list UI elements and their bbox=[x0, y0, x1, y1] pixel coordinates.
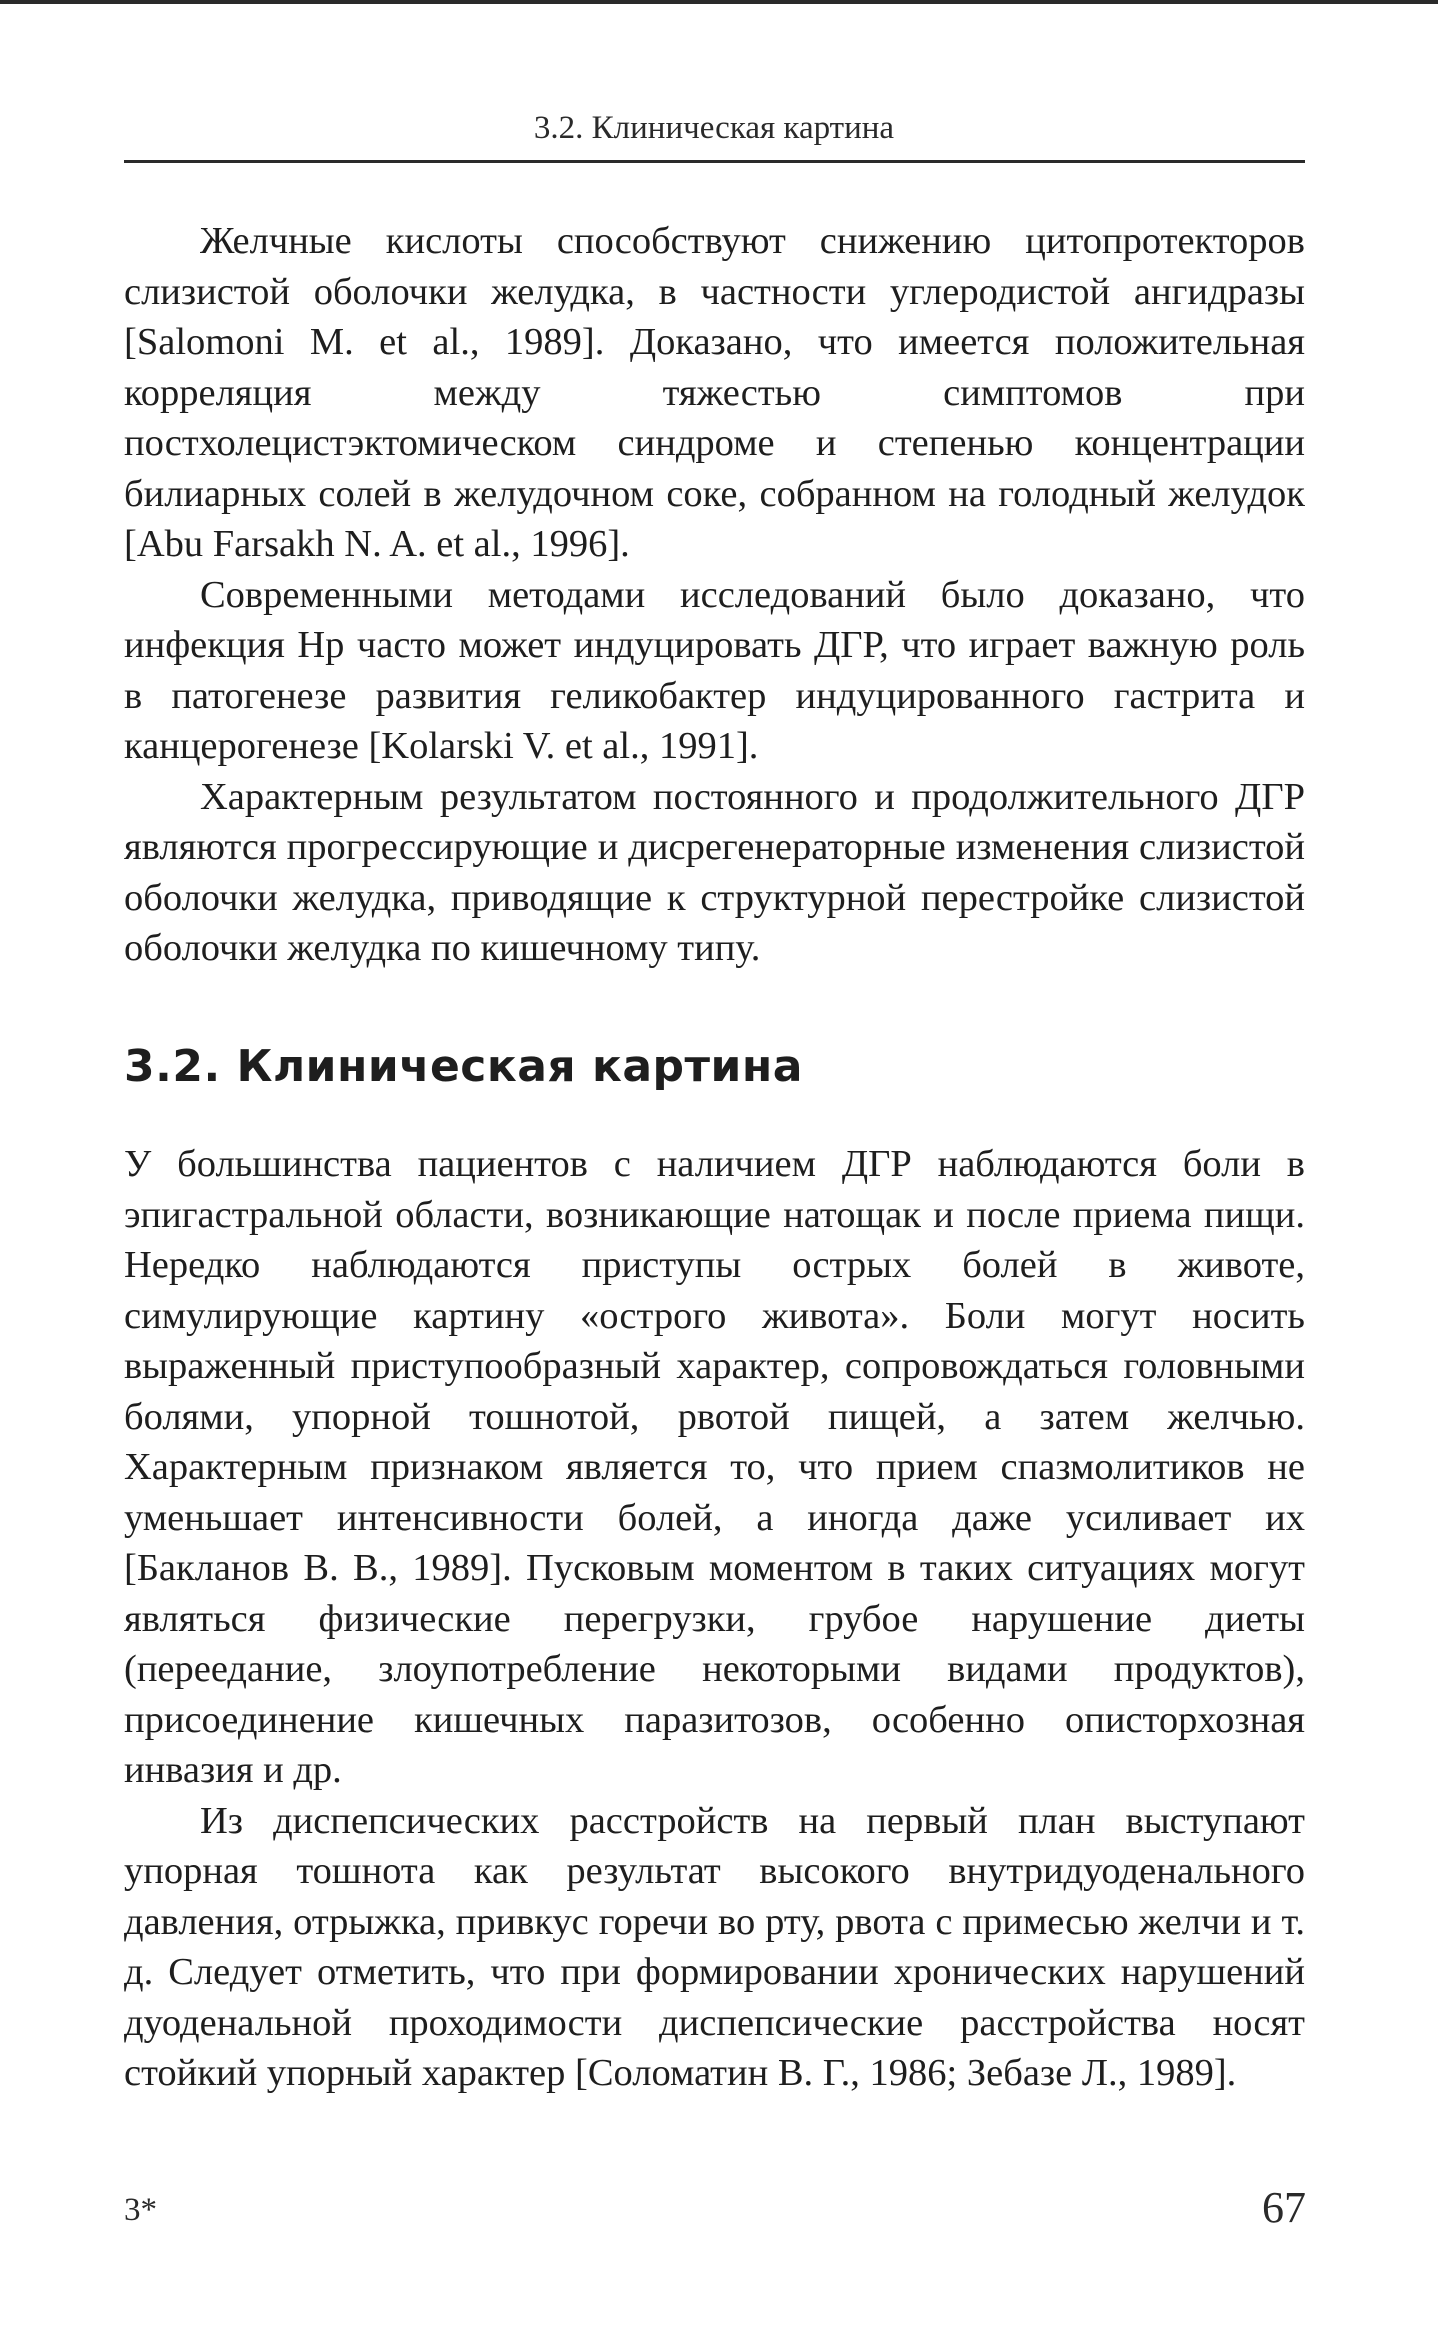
running-header: 3.2. Клиническая картина bbox=[533, 110, 895, 146]
text-block-top bbox=[124, 216, 1305, 974]
paragraph-dyspeptic-disorders: Из диспепсических расстройств на первый план выступают упорная тошнота как результат высокого внутридуоденального давления, отрыжка, привкус горечи во рту, рвота с примесью желчи и т. д. Следует отметить, что при формировании хронических нарушений дуоденальной проходимости диспепсические расстройства носят стойкий упорный характер [Соломатин В. Г., 1986; Зебазе Л., 1989]. bbox=[124, 1799, 1305, 2094]
signature-mark: 3* bbox=[124, 2192, 157, 2228]
paragraph-hp-infection: Современными методами исследований было доказано, что инфекция Hp часто может индуцировать ДГР, что играет важную роль в патогенезе развития геликобактер индуцированного гастрита и канцерогенезе [Kolarski V. et al., 1991]. bbox=[124, 573, 1305, 767]
header-rule bbox=[124, 160, 1305, 163]
section-heading: 3.2. Клиническая картина bbox=[124, 1041, 803, 1092]
paragraph-bile-acids: Желчные кислоты способствуют снижению цитопротекторов слизистой оболочки желудка, в частности углеродистой ангидразы [Salomoni M. et al., 1989]. Доказано, что имеется положительная корреляция между тяжестью симптомов при постхолецистэктомическом синдроме и степенью концентрации билиарных солей в желудочном соке, собранном на голодный желудок [Abu Farsakh N. A. et al., 1996]. bbox=[124, 220, 1305, 565]
paragraph-pain-symptoms: У большинства пациентов с наличием ДГР наблюдаются боли в эпигастральной области, возникающие натощак и после приема пищи. Нередко наблюдаются приступы острых болей в животе, симулирующие картину «острого живота». Боли могут носить выраженный приступообразный характер, сопровождаться головными болями, упорной тошнотой, рвотой пищей, а затем желчью. Характерным признаком является то, что прием спазмолитиков не уменьшает интенсивности болей, а иногда даже усиливает их [Бакланов В. В., 1989]. Пусковым моментом в таких ситуациях могут являться физические перегрузки, грубое нарушение диеты (переедание, злоупотребление некоторыми видами продуктов), присоединение кишечных паразитозов, особенно описторхозная инвазия и др. bbox=[124, 1143, 1305, 1791]
paragraph-mucosa-changes: Характерным результатом постоянного и продолжительного ДГР являются прогрессирующие и дисрегенераторные изменения слизистой оболочки желудка, приводящие к структурной перестройке слизистой оболочки желудка по кишечному типу. bbox=[124, 775, 1305, 969]
page-number: 67 bbox=[1262, 2183, 1306, 2232]
text-block-bottom bbox=[124, 1139, 1305, 2099]
page-top-edge bbox=[0, 0, 1438, 4]
